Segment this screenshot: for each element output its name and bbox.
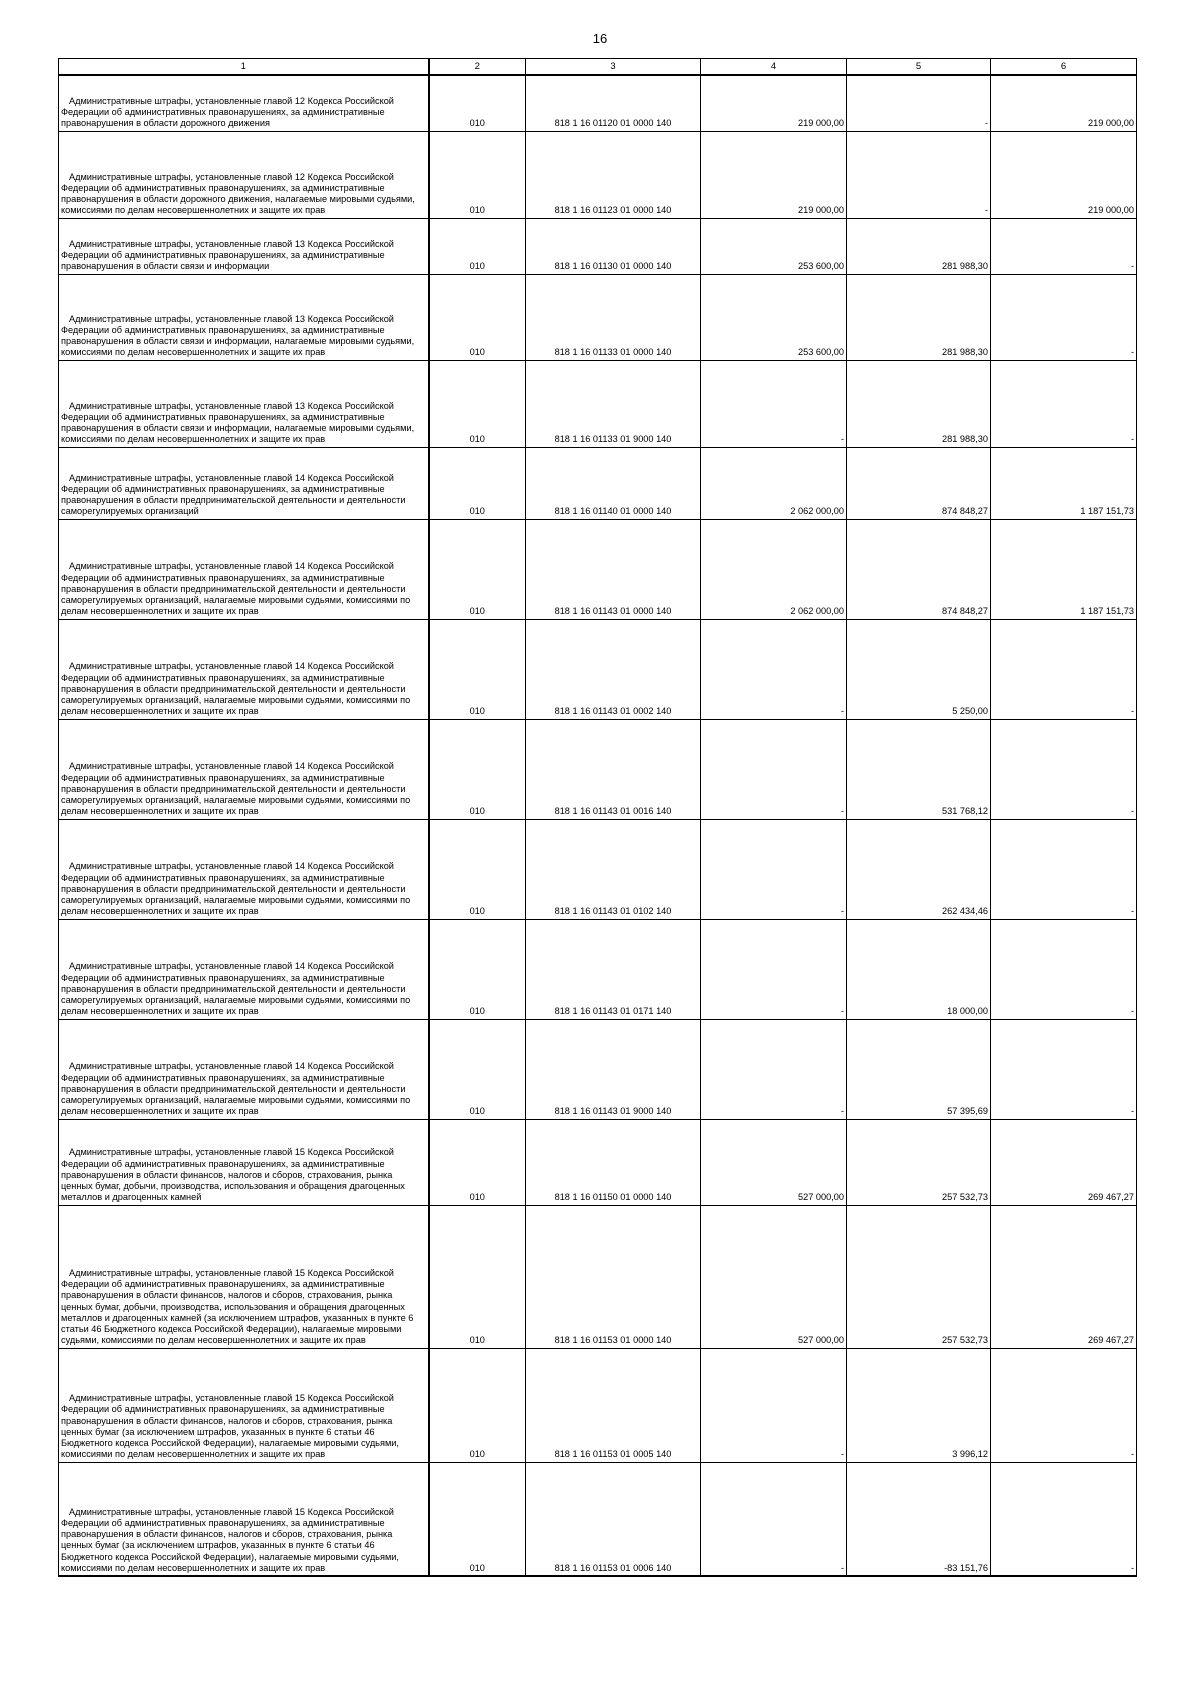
income-name-cell: Административные штрафы, установленные главой 14 Кодекса Российской Федерации об административных правонарушениях, за административные правонарушения в области предпринимательской деятельности и деятельности саморегулируемых организаций	[59, 447, 429, 519]
table-row	[59, 1019, 1137, 1119]
unexecuted-amount-cell: 1 187 151,73	[991, 447, 1137, 519]
approved-amount-cell: 253 600,00	[701, 218, 847, 274]
budget-code-cell: 818 1 16 01143 01 0000 140	[526, 519, 701, 619]
line-code-cell: 010	[429, 360, 526, 447]
approved-amount-cell: -	[701, 1348, 847, 1462]
unexecuted-amount-cell: 1 187 151,73	[991, 519, 1137, 619]
budget-code-cell: 818 1 16 01143 01 0102 140	[526, 819, 701, 919]
executed-amount-cell: 262 434,46	[847, 819, 991, 919]
approved-amount-cell: 527 000,00	[701, 1205, 847, 1348]
income-name-cell: Административные штрафы, установленные главой 13 Кодекса Российской Федерации об административных правонарушениях, за административные правонарушения в области связи и информации, налагаемые мировыми судьями, комиссиями по делам несовершеннолетних и защите их прав	[59, 274, 429, 360]
column-header-1: 1	[59, 59, 429, 76]
line-code-cell: 010	[429, 619, 526, 719]
approved-amount-cell: 527 000,00	[701, 1119, 847, 1205]
unexecuted-amount-cell: -	[991, 919, 1137, 1019]
table-row	[59, 274, 1137, 360]
income-name-cell: Административные штрафы, установленные главой 15 Кодекса Российской Федерации об административных правонарушениях, за административные правонарушения в области финансов, налогов и сборов, страхования, рынка ценных бумаг, добычи, производства, использования и обращения драгоценных металлов и драгоценных камней (за исключением штрафов, указанных в пункте 6 статьи 46 Бюджетного кодекса Российской Федерации), налагаемые мировыми судьями, комиссиями по делам несовершеннолетних и защите их прав	[59, 1205, 429, 1348]
unexecuted-amount-cell: 269 467,27	[991, 1205, 1137, 1348]
column-header-5: 5	[847, 59, 991, 76]
unexecuted-amount-cell: -	[991, 274, 1137, 360]
header-row	[59, 59, 1137, 76]
table-row	[59, 218, 1137, 274]
line-code-cell: 010	[429, 1205, 526, 1348]
line-code-cell: 010	[429, 1348, 526, 1462]
income-name-cell: Административные штрафы, установленные главой 13 Кодекса Российской Федерации об административных правонарушениях, за административные правонарушения в области связи и информации, налагаемые мировыми судьями, комиссиями по делам несовершеннолетних и защите их прав	[59, 360, 429, 447]
budget-code-cell: 818 1 16 01140 01 0000 140	[526, 447, 701, 519]
unexecuted-amount-cell: -	[991, 1019, 1137, 1119]
executed-amount-cell: 281 988,30	[847, 218, 991, 274]
executed-amount-cell: 257 532,73	[847, 1205, 991, 1348]
line-code-cell: 010	[429, 131, 526, 218]
table-row	[59, 131, 1137, 218]
page-number: 16	[592, 31, 608, 46]
executed-amount-cell: 18 000,00	[847, 919, 991, 1019]
approved-amount-cell: 253 600,00	[701, 274, 847, 360]
executed-amount-cell: 5 250,00	[847, 619, 991, 719]
unexecuted-amount-cell: -	[991, 218, 1137, 274]
executed-amount-cell: 3 996,12	[847, 1348, 991, 1462]
table-row	[59, 519, 1137, 619]
executed-amount-cell: -83 151,76	[847, 1462, 991, 1576]
column-header-4: 4	[701, 59, 847, 76]
unexecuted-amount-cell: -	[991, 360, 1137, 447]
executed-amount-cell: 874 848,27	[847, 519, 991, 619]
table-row	[59, 447, 1137, 519]
unexecuted-amount-cell: 219 000,00	[991, 131, 1137, 218]
budget-code-cell: 818 1 16 01153 01 0005 140	[526, 1348, 701, 1462]
budget-code-cell: 818 1 16 01143 01 0171 140	[526, 919, 701, 1019]
table-row	[59, 719, 1137, 819]
budget-code-cell: 818 1 16 01143 01 0002 140	[526, 619, 701, 719]
executed-amount-cell: 874 848,27	[847, 447, 991, 519]
table-row	[59, 1348, 1137, 1462]
unexecuted-amount-cell: -	[991, 1348, 1137, 1462]
revenue-table	[58, 58, 1137, 1577]
executed-amount-cell: 57 395,69	[847, 1019, 991, 1119]
income-name-cell: Административные штрафы, установленные главой 14 Кодекса Российской Федерации об административных правонарушениях, за административные правонарушения в области предпринимательской деятельности и деятельности саморегулируемых организаций, налагаемые мировыми судьями, комиссиями по делам несовершеннолетних и защите их прав	[59, 519, 429, 619]
unexecuted-amount-cell: -	[991, 619, 1137, 719]
budget-code-cell: 818 1 16 01120 01 0000 140	[526, 75, 701, 131]
executed-amount-cell: -	[847, 75, 991, 131]
table-row	[59, 1205, 1137, 1348]
income-name-cell: Административные штрафы, установленные главой 14 Кодекса Российской Федерации об административных правонарушениях, за административные правонарушения в области предпринимательской деятельности и деятельности саморегулируемых организаций, налагаемые мировыми судьями, комиссиями по делам несовершеннолетних и защите их прав	[59, 1019, 429, 1119]
line-code-cell: 010	[429, 274, 526, 360]
budget-code-cell: 818 1 16 01123 01 0000 140	[526, 131, 701, 218]
unexecuted-amount-cell: -	[991, 719, 1137, 819]
income-name-cell: Административные штрафы, установленные главой 15 Кодекса Российской Федерации об административных правонарушениях, за административные правонарушения в области финансов, налогов и сборов, страхования, рынка ценных бумаг (за исключением штрафов, указанных в пункте 6 статьи 46 Бюджетного кодекса Российской Федерации), налагаемые мировыми судьями, комиссиями по делам несовершеннолетних и защите их прав	[59, 1348, 429, 1462]
unexecuted-amount-cell: -	[991, 819, 1137, 919]
line-code-cell: 010	[429, 819, 526, 919]
budget-code-cell: 818 1 16 01133 01 0000 140	[526, 274, 701, 360]
executed-amount-cell: -	[847, 131, 991, 218]
income-name-cell: Административные штрафы, установленные главой 14 Кодекса Российской Федерации об административных правонарушениях, за административные правонарушения в области предпринимательской деятельности и деятельности саморегулируемых организаций, налагаемые мировыми судьями, комиссиями по делам несовершеннолетних и защите их прав	[59, 919, 429, 1019]
budget-code-cell: 818 1 16 01143 01 9000 140	[526, 1019, 701, 1119]
unexecuted-amount-cell: 269 467,27	[991, 1119, 1137, 1205]
column-header-2: 2	[429, 59, 526, 76]
approved-amount-cell: -	[701, 1462, 847, 1576]
approved-amount-cell: -	[701, 619, 847, 719]
budget-code-cell: 818 1 16 01143 01 0016 140	[526, 719, 701, 819]
table-row	[59, 75, 1137, 131]
income-name-cell: Административные штрафы, установленные главой 15 Кодекса Российской Федерации об административных правонарушениях, за административные правонарушения в области финансов, налогов и сборов, страхования, рынка ценных бумаг, добычи, производства, использования и обращения драгоценных металлов и драгоценных камней	[59, 1119, 429, 1205]
executed-amount-cell: 257 532,73	[847, 1119, 991, 1205]
line-code-cell: 010	[429, 519, 526, 619]
line-code-cell: 010	[429, 75, 526, 131]
executed-amount-cell: 281 988,30	[847, 274, 991, 360]
approved-amount-cell: -	[701, 919, 847, 1019]
budget-code-cell: 818 1 16 01130 01 0000 140	[526, 218, 701, 274]
approved-amount-cell: 219 000,00	[701, 131, 847, 218]
line-code-cell: 010	[429, 1462, 526, 1576]
executed-amount-cell: 531 768,12	[847, 719, 991, 819]
line-code-cell: 010	[429, 1119, 526, 1205]
executed-amount-cell: 281 988,30	[847, 360, 991, 447]
income-name-cell: Административные штрафы, установленные главой 14 Кодекса Российской Федерации об административных правонарушениях, за административные правонарушения в области предпринимательской деятельности и деятельности саморегулируемых организаций, налагаемые мировыми судьями, комиссиями по делам несовершеннолетних и защите их прав	[59, 719, 429, 819]
approved-amount-cell: 2 062 000,00	[701, 447, 847, 519]
budget-code-cell: 818 1 16 01153 01 0000 140	[526, 1205, 701, 1348]
table-row	[59, 619, 1137, 719]
budget-code-cell: 818 1 16 01153 01 0006 140	[526, 1462, 701, 1576]
approved-amount-cell: -	[701, 819, 847, 919]
income-name-cell: Административные штрафы, установленные главой 14 Кодекса Российской Федерации об административных правонарушениях, за административные правонарушения в области предпринимательской деятельности и деятельности саморегулируемых организаций, налагаемые мировыми судьями, комиссиями по делам несовершеннолетних и защите их прав	[59, 619, 429, 719]
budget-code-cell: 818 1 16 01133 01 9000 140	[526, 360, 701, 447]
budget-code-cell: 818 1 16 01150 01 0000 140	[526, 1119, 701, 1205]
unexecuted-amount-cell: -	[991, 1462, 1137, 1576]
approved-amount-cell: -	[701, 1019, 847, 1119]
table-row	[59, 819, 1137, 919]
approved-amount-cell: -	[701, 719, 847, 819]
unexecuted-amount-cell: 219 000,00	[991, 75, 1137, 131]
income-name-cell: Административные штрафы, установленные главой 13 Кодекса Российской Федерации об административных правонарушениях, за административные правонарушения в области связи и информации	[59, 218, 429, 274]
approved-amount-cell: -	[701, 360, 847, 447]
line-code-cell: 010	[429, 218, 526, 274]
income-name-cell: Административные штрафы, установленные главой 14 Кодекса Российской Федерации об административных правонарушениях, за административные правонарушения в области предпринимательской деятельности и деятельности саморегулируемых организаций, налагаемые мировыми судьями, комиссиями по делам несовершеннолетних и защите их прав	[59, 819, 429, 919]
table-row	[59, 919, 1137, 1019]
line-code-cell: 010	[429, 447, 526, 519]
column-header-6: 6	[991, 59, 1137, 76]
line-code-cell: 010	[429, 919, 526, 1019]
approved-amount-cell: 219 000,00	[701, 75, 847, 131]
table-row	[59, 360, 1137, 447]
income-name-cell: Административные штрафы, установленные главой 12 Кодекса Российской Федерации об административных правонарушениях, за административные правонарушения в области дорожного движения	[59, 75, 429, 131]
table-row	[59, 1119, 1137, 1205]
income-name-cell: Административные штрафы, установленные главой 15 Кодекса Российской Федерации об административных правонарушениях, за административные правонарушения в области финансов, налогов и сборов, страхования, рынка ценных бумаг (за исключением штрафов, указанных в пункте 6 статьи 46 Бюджетного кодекса Российской Федерации), налагаемые мировыми судьями, комиссиями по делам несовершеннолетних и защите их прав	[59, 1462, 429, 1576]
income-name-cell: Административные штрафы, установленные главой 12 Кодекса Российской Федерации об административных правонарушениях, за административные правонарушения в области дорожного движения, налагаемые мировыми судьями, комиссиями по делам несовершеннолетних и защите их прав	[59, 131, 429, 218]
approved-amount-cell: 2 062 000,00	[701, 519, 847, 619]
table-row	[59, 1462, 1137, 1576]
line-code-cell: 010	[429, 1019, 526, 1119]
column-header-3: 3	[526, 59, 701, 76]
line-code-cell: 010	[429, 719, 526, 819]
